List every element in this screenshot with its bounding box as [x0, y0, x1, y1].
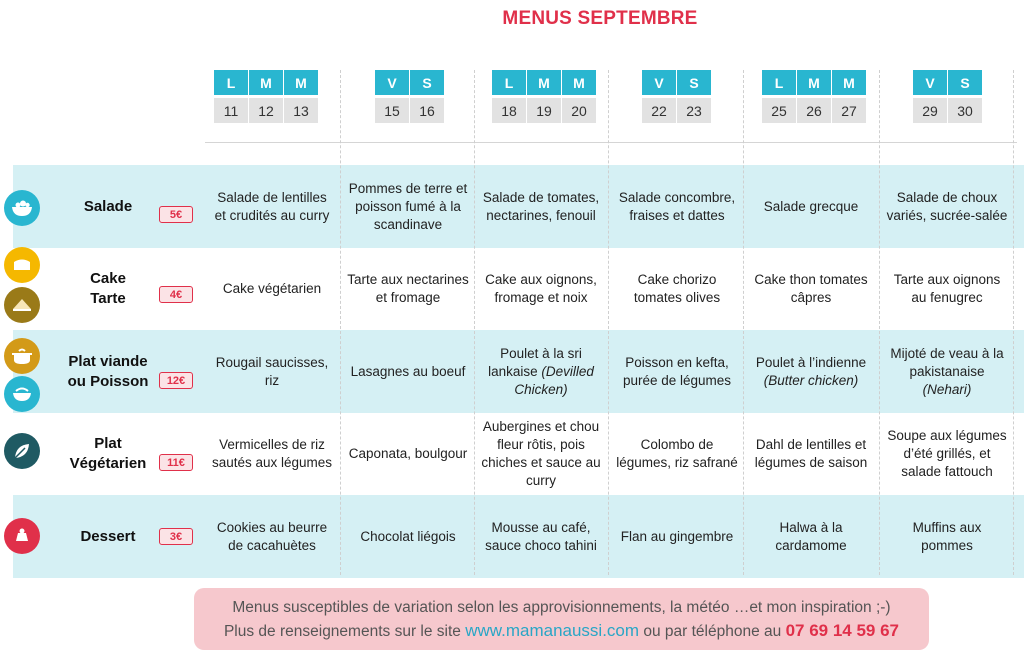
footer-line-1: Menus susceptibles de variation selon les approvisionnements, la météo …et mon inspiration ;-) [232, 599, 891, 616]
menu-cell: Tarte aux nectarines et fromage [347, 272, 469, 305]
phone-number[interactable]: 07 69 14 59 67 [785, 621, 900, 640]
day-letter: L [492, 70, 526, 95]
row-label: Plat Végétarien [69, 435, 147, 472]
menu-row-plat-viande [13, 330, 1024, 413]
menu-cell: Mijoté de veau à la pakistanaise (Nehari) [890, 345, 1004, 397]
leaf-icon [4, 433, 40, 469]
day-number: 22 [642, 98, 676, 123]
menu-row-plat-vegetarien [13, 413, 1024, 495]
menu-cell: Poulet à l’indienne (Butter chicken) [755, 354, 867, 388]
day-letter: M [562, 70, 596, 95]
day-letter: V [642, 70, 676, 95]
menu-cell: Flan au gingembre [620, 528, 734, 544]
menu-cell: Mousse au café, sauce choco tahini [485, 519, 597, 553]
menu-cell: Salade de choux variés, sucrée-salée [886, 189, 1008, 223]
website-link[interactable]: www.mamanaussi.com [465, 621, 640, 640]
day-number: 25 [762, 98, 796, 123]
day-letter: V [375, 70, 409, 95]
week-header-6 [913, 70, 983, 123]
salad-bowl-icon [4, 190, 40, 226]
column-divider [743, 70, 744, 575]
menu-cell: Salade concombre, fraises et dattes [618, 189, 736, 223]
day-number: 12 [249, 98, 283, 123]
column-divider [1013, 70, 1014, 575]
footer-line-2 [194, 619, 929, 643]
column-divider [608, 70, 609, 575]
row-label: Dessert [80, 527, 136, 545]
footer-note [194, 588, 929, 650]
day-letter: V [913, 70, 947, 95]
menu-cell: Cake thon tomates câpres [754, 272, 868, 305]
fish-dish-icon [4, 376, 40, 412]
day-letter: L [214, 70, 248, 95]
menu-cell: Muffins aux pommes [912, 519, 982, 553]
menu-cell: Poisson en kefta, purée de légumes [622, 354, 732, 388]
day-number: 18 [492, 98, 526, 123]
day-letter: M [284, 70, 318, 95]
week-header-4 [642, 70, 712, 123]
day-letter: M [832, 70, 866, 95]
row-label: Plat viande ou Poisson [67, 352, 149, 390]
menu-cell: Aubergines et chou fleur rôtis, pois chiches et sauce au curry [481, 419, 601, 488]
footer-mid: ou par téléphone au [643, 623, 782, 640]
menu-cell: Cake chorizo tomates olives [633, 272, 721, 305]
menu-row-cake-tarte [13, 248, 1024, 330]
day-number: 29 [913, 98, 947, 123]
menu-cell: Soupe aux légumes d’été grillés, et salade fattouch [887, 428, 1007, 479]
page-title: MENUS SEPTEMBRE [502, 8, 698, 29]
day-number: 30 [948, 98, 982, 123]
day-number: 16 [410, 98, 444, 123]
row-label: Salade [83, 197, 133, 215]
menu-cell: Colombo de légumes, riz safrané [616, 437, 738, 470]
tart-icon [4, 287, 40, 323]
price-badge: 4€ [159, 286, 193, 303]
dessert-icon [4, 518, 40, 554]
menu-cell: Caponata, boulgour [348, 446, 468, 461]
price-badge: 12€ [159, 372, 193, 389]
week-header-1 [214, 70, 319, 123]
menu-cell: Rougail saucisses, riz [215, 354, 329, 388]
row-label: Cake Tarte [90, 270, 126, 307]
menu-row-salade [13, 165, 1024, 248]
day-number: 27 [832, 98, 866, 123]
menu-cell: Cake végétarien [222, 281, 322, 296]
price-badge: 3€ [159, 528, 193, 545]
day-letter: M [249, 70, 283, 95]
week-header-3 [492, 70, 597, 123]
week-header-2 [375, 70, 445, 123]
menu-cell: Chocolat liégois [360, 528, 456, 544]
pot-icon [4, 338, 40, 374]
day-letter: S [677, 70, 711, 95]
day-number: 11 [214, 98, 248, 123]
day-number: 13 [284, 98, 318, 123]
menu-cell: Cookies au beurre de cacahuètes [216, 519, 328, 553]
column-divider [474, 70, 475, 575]
footer-prefix: Plus de renseignements sur le site [223, 623, 461, 640]
menu-row-dessert [13, 495, 1024, 578]
day-number: 20 [562, 98, 596, 123]
menu-cell: Tarte aux oignons au fenugrec [893, 272, 1001, 305]
menu-cell: Salade de tomates, nectarines, fenouil [482, 189, 600, 223]
column-divider [340, 70, 341, 575]
menu-cell: Salade de lentilles et crudités au curry [214, 189, 330, 223]
day-letter: S [948, 70, 982, 95]
day-number: 23 [677, 98, 711, 123]
menu-cell: Cake aux oignons, fromage et noix [485, 272, 597, 305]
cake-icon [4, 247, 40, 283]
week-header-5 [762, 70, 867, 123]
day-number: 19 [527, 98, 561, 123]
menu-cell: Vermicelles de riz sautés aux légumes [211, 437, 333, 470]
menu-cell: Dahl de lentilles et légumes de saison [754, 437, 868, 470]
day-letter: L [762, 70, 796, 95]
menu-cell: Lasagnes au boeuf [350, 363, 466, 379]
price-badge: 5€ [159, 206, 193, 223]
header-divider [205, 142, 1017, 143]
day-letter: M [797, 70, 831, 95]
column-divider [879, 70, 880, 575]
menu-cell: Poulet à la sri lankaise (Devilled Chicken) [488, 345, 594, 397]
menu-cell: Halwa à la cardamome [775, 519, 847, 553]
menu-cell: Pommes de terre et poisson fumé à la scandinave [348, 180, 468, 232]
day-letter: S [410, 70, 444, 95]
price-badge: 11€ [159, 454, 193, 471]
menu-cell: Salade grecque [763, 198, 859, 214]
day-letter: M [527, 70, 561, 95]
day-number: 15 [375, 98, 409, 123]
day-number: 26 [797, 98, 831, 123]
